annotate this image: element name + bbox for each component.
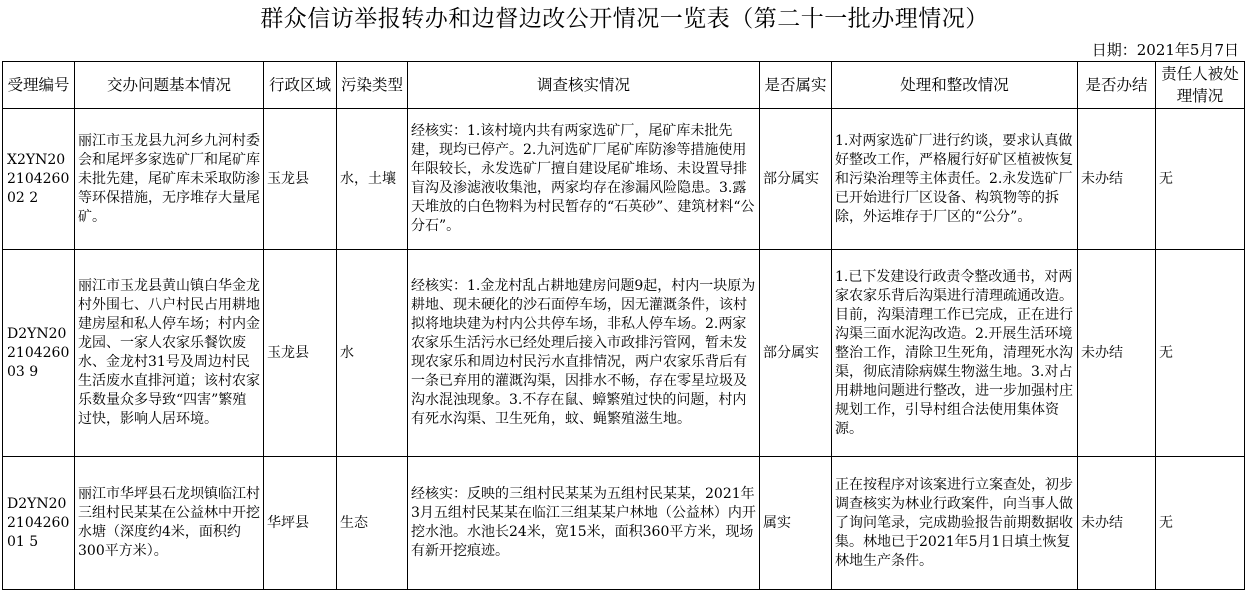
handling-cell: 正在按程序对该案进行立案查处，初步调查核实为林业行政案件，向当事人做了询问笔录，完成勘验报告前期数据收集。林地已于2021年5月1日填土恢复林地生产条件。 (832, 457, 1078, 590)
issue-description: 丽江市玉龙县黄山镇白华金龙村外围七、八户村民占用耕地建房屋和私人停车场；村内金龙园、一家人农家乐餐饮废水、金龙村31号及周边村民生活废水直排河道；该村农家乐数量众多导致“四害”繁殖过快，影响人居环境。 (75, 250, 264, 457)
verified-cell: 部分属实 (760, 109, 832, 250)
header-row (3, 62, 1245, 109)
closed-cell: 未办结 (1078, 109, 1156, 250)
report-date: 日期：2021年5月7日 (1091, 41, 1239, 59)
accountability-cell: 无 (1156, 250, 1245, 457)
issue-description: 丽江市华坪县石龙坝镇临江村三组村民某某在公益林中开挖水塘（深度约4米，面积约300平方米）。 (75, 457, 264, 590)
case-id: D2YN20210426003 9 (3, 250, 75, 457)
pollution-type: 水，土壤 (337, 109, 408, 250)
table-row (3, 109, 1245, 250)
case-id: X2YN20210426002 2 (3, 109, 75, 250)
district-cell: 玉龙县 (264, 109, 337, 250)
closed-cell: 未办结 (1078, 250, 1156, 457)
closed-cell: 未办结 (1078, 457, 1156, 590)
header-verified: 是否属实 (760, 62, 832, 109)
case-id: D2YN20210426001 5 (3, 457, 75, 590)
investigation-cell: 经核实：1.金龙村乱占耕地建房问题9起，村内一块原为耕地、现未硬化的沙石面停车场，因无灌溉条件，该村拟将地块建为村内公共停车场，非私人停车场。2.两家农家乐生活污水已经处理后接入市政排污管网，暂未发现农家乐和周边村民污水直排情况，两户农家乐背后有一条已弃用的灌溉沟渠，因排水不畅，存在零星垃圾及沟水混浊现象。3.不存在鼠、蟑繁殖过快的问题，村内有死水沟渠、卫生死角，蚊、蝇繁殖滋生地。 (408, 250, 760, 457)
table-row (3, 457, 1245, 590)
pollution-type: 水 (337, 250, 408, 457)
district-cell: 玉龙县 (264, 250, 337, 457)
header-issue: 交办问题基本情况 (75, 62, 264, 109)
report-table (2, 61, 1245, 590)
verified-cell: 属实 (760, 457, 832, 590)
accountability-cell: 无 (1156, 457, 1245, 590)
investigation-cell: 经核实：1.该村境内共有两家选矿厂，尾矿库未批先建，现均已停产。2.九河选矿厂尾矿库防渗等措施使用年限较长，永发选矿厂擅自建设尾矿堆场、未设置导排盲沟及渗滤液收集池，两家均存在渗漏风险隐患。3.露天堆放的白色物料为村民暂存的“石英砂”、建筑材料“公分石”。 (408, 109, 760, 250)
handling-cell: 1.已下发建设行政责令整改通书，对两家农家乐背后沟渠进行清理疏通改造。目前，沟渠清理工作已完成，正在进行沟渠三面水泥沟改造。2.开展生活环境整治工作，清除卫生死角，清理死水沟渠，彻底清除病媒生物滋生地。3.对占用耕地问题进行整改，进一步加强村庄规划工作，引导村组合法使用集体资源。 (832, 250, 1078, 457)
header-accountability: 责任人被处理情况 (1156, 62, 1245, 109)
header-handling: 处理和整改情况 (832, 62, 1078, 109)
page-title: 群众信访举报转办和边督边改公开情况一览表（第二十一批办理情况） (260, 6, 989, 32)
issue-description: 丽江市玉龙县九河乡九河村委会和尾坪多家选矿厂和尾矿库未批先建，尾矿库未采取防渗等环保措施，无序堆存大量尾矿。 (75, 109, 264, 250)
table-row (3, 250, 1245, 457)
header-id: 受理编号 (3, 62, 75, 109)
handling-cell: 1.对两家选矿厂进行约谈，要求认真做好整改工作，严格履行好矿区植被恢复和污染治理等主体责任。2.永发选矿厂已开始进行厂区设备、构筑物等的拆除，外运堆存于厂区的“公分”。 (832, 109, 1078, 250)
pollution-type: 生态 (337, 457, 408, 590)
header-district: 行政区域 (264, 62, 337, 109)
district-cell: 华坪县 (264, 457, 337, 590)
accountability-cell: 无 (1156, 109, 1245, 250)
investigation-cell: 经核实：反映的三组村民某某为五组村民某某，2021年3月五组村民某某在临江三组某某户林地（公益林）内开挖水池。水池长24米，宽15米，面积360平方米，现场有新开挖痕迹。 (408, 457, 760, 590)
header-investigation: 调查核实情况 (408, 62, 760, 109)
header-pollution: 污染类型 (337, 62, 408, 109)
verified-cell: 部分属实 (760, 250, 832, 457)
header-closed: 是否办结 (1078, 62, 1156, 109)
